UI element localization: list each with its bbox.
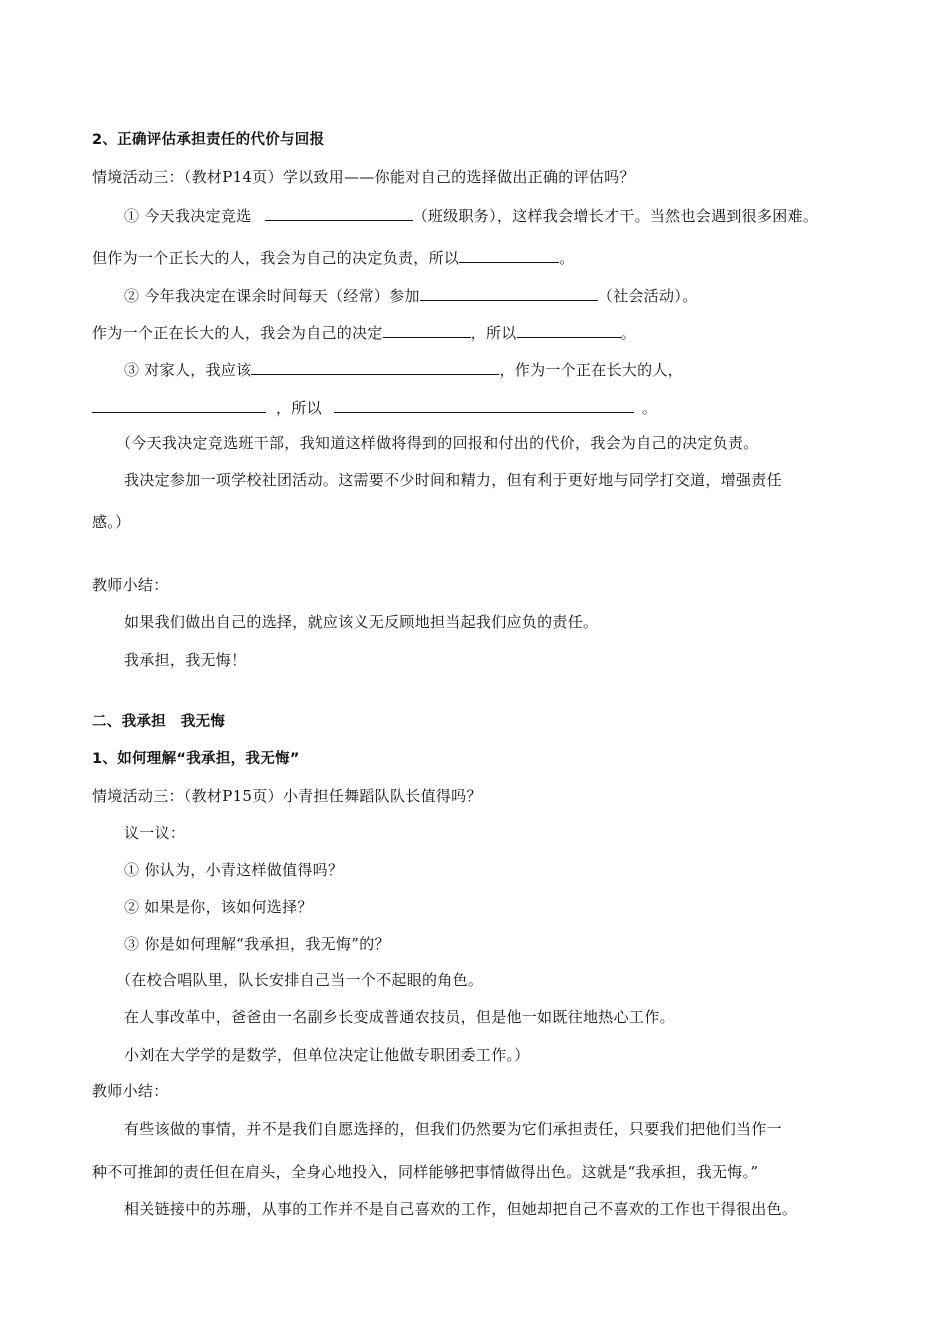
question-1: ① 你认为，小青这样做值得吗？	[124, 861, 344, 879]
summary-line: 如果我们做出自己的选择，就应该义无反顾地担当起我们应负的责任。	[124, 613, 599, 631]
item-1	[124, 205, 818, 226]
subsection-heading: 1、如何理解“我承担，我无悔”	[92, 751, 300, 767]
item-3-text-b: ，作为一个正在长大的人，	[499, 361, 684, 379]
summary-label: 教师小结：	[92, 1082, 169, 1100]
question-2: ② 如果是你，该如何选择？	[124, 898, 313, 916]
answer-line-1: （今天我决定竞选班干部，我知道这样做将得到的回报和付出的代价，我会为自己的决定负责。	[116, 434, 759, 452]
summary-line: 有些该做的事情，并不是我们自愿选择的，但我们仍然要为它们承担责任，只要我们把他们当作一	[124, 1120, 782, 1138]
activity-intro: 情境活动三：（教材P15页）小青担任舞蹈队队长值得吗？	[92, 787, 482, 805]
fill-blank[interactable]	[334, 397, 634, 413]
question-3: ③ 你是如何理解“我承担，我无悔”的？	[124, 935, 390, 953]
fill-blank[interactable]	[420, 285, 598, 301]
item-2-text-c: 作为一个正在长大的人，我会为自己的决定	[92, 324, 383, 342]
item-1-text-b: （班级职务），这样我会增长才干。当然也会遇到很多困难。	[412, 207, 819, 225]
item-2-end: 。	[620, 324, 636, 342]
answer-line-2: 在人事改革中，爸爸由一名副乡长变成普通农技员，但是他一如既往地热心工作。	[124, 1008, 675, 1026]
item-2-text-b: （社会活动）。	[597, 287, 698, 305]
summary-line: 相关链接中的苏珊，从事的工作并不是自己喜欢的工作，但她却把自己不喜欢的工作也干得很出色。	[124, 1200, 798, 1218]
activity-intro: 情境活动三：（教材P14页）学以致用——你能对自己的选择做出正确的评估吗？	[92, 168, 635, 186]
fill-blank[interactable]	[517, 322, 621, 338]
item-3	[124, 359, 683, 380]
item-3-cont	[92, 397, 657, 418]
summary-line: 我承担，我无悔！	[124, 651, 247, 669]
answer-line-2: 我决定参加一项学校社团活动。这需要不少时间和精力，但有利于更好地与同学打交道，增强责任	[124, 471, 782, 489]
discussion-label: 议一议：	[124, 824, 186, 842]
item-3-text-a: ③ 对家人，我应该	[124, 361, 252, 379]
section-heading: 2、正确评估承担责任的代价与回报	[92, 132, 325, 148]
answer-line-3: 感。）	[92, 513, 131, 531]
item-2-text-a: ② 今年我决定在课余时间每天（经常）参加	[124, 287, 420, 305]
answer-line-3: 小刘在大学学的是数学，但单位决定让他做专职团委工作。）	[124, 1046, 530, 1064]
item-1-text-a: ① 今天我决定竞选	[124, 207, 252, 225]
item-1-end: 。	[559, 249, 575, 267]
fill-blank[interactable]	[383, 322, 471, 338]
fill-blank[interactable]	[265, 205, 413, 221]
part-heading: 二、我承担 我无悔	[92, 714, 226, 730]
fill-blank[interactable]	[459, 247, 559, 263]
item-2-cont	[92, 322, 636, 343]
answer-line-1: （在校合唱队里，队长安排自己当一个不起眼的角色。	[116, 971, 484, 989]
item-3-end: 。	[641, 399, 658, 417]
fill-blank[interactable]	[251, 359, 499, 375]
item-2	[124, 285, 697, 306]
fill-blank[interactable]	[92, 397, 266, 413]
item-1-cont	[92, 247, 575, 268]
summary-line: 种不可推卸的责任但在肩头，全身心地投入，同样能够把事情做得出色。这就是“我承担，我无悔。”	[92, 1163, 759, 1181]
summary-label: 教师小结：	[92, 576, 169, 594]
item-3-text-c: ，所以	[276, 399, 322, 417]
item-2-text-d: ，所以	[470, 324, 517, 342]
item-1-text-c: 但作为一个正长大的人，我会为自己的决定负责，所以	[92, 249, 460, 267]
